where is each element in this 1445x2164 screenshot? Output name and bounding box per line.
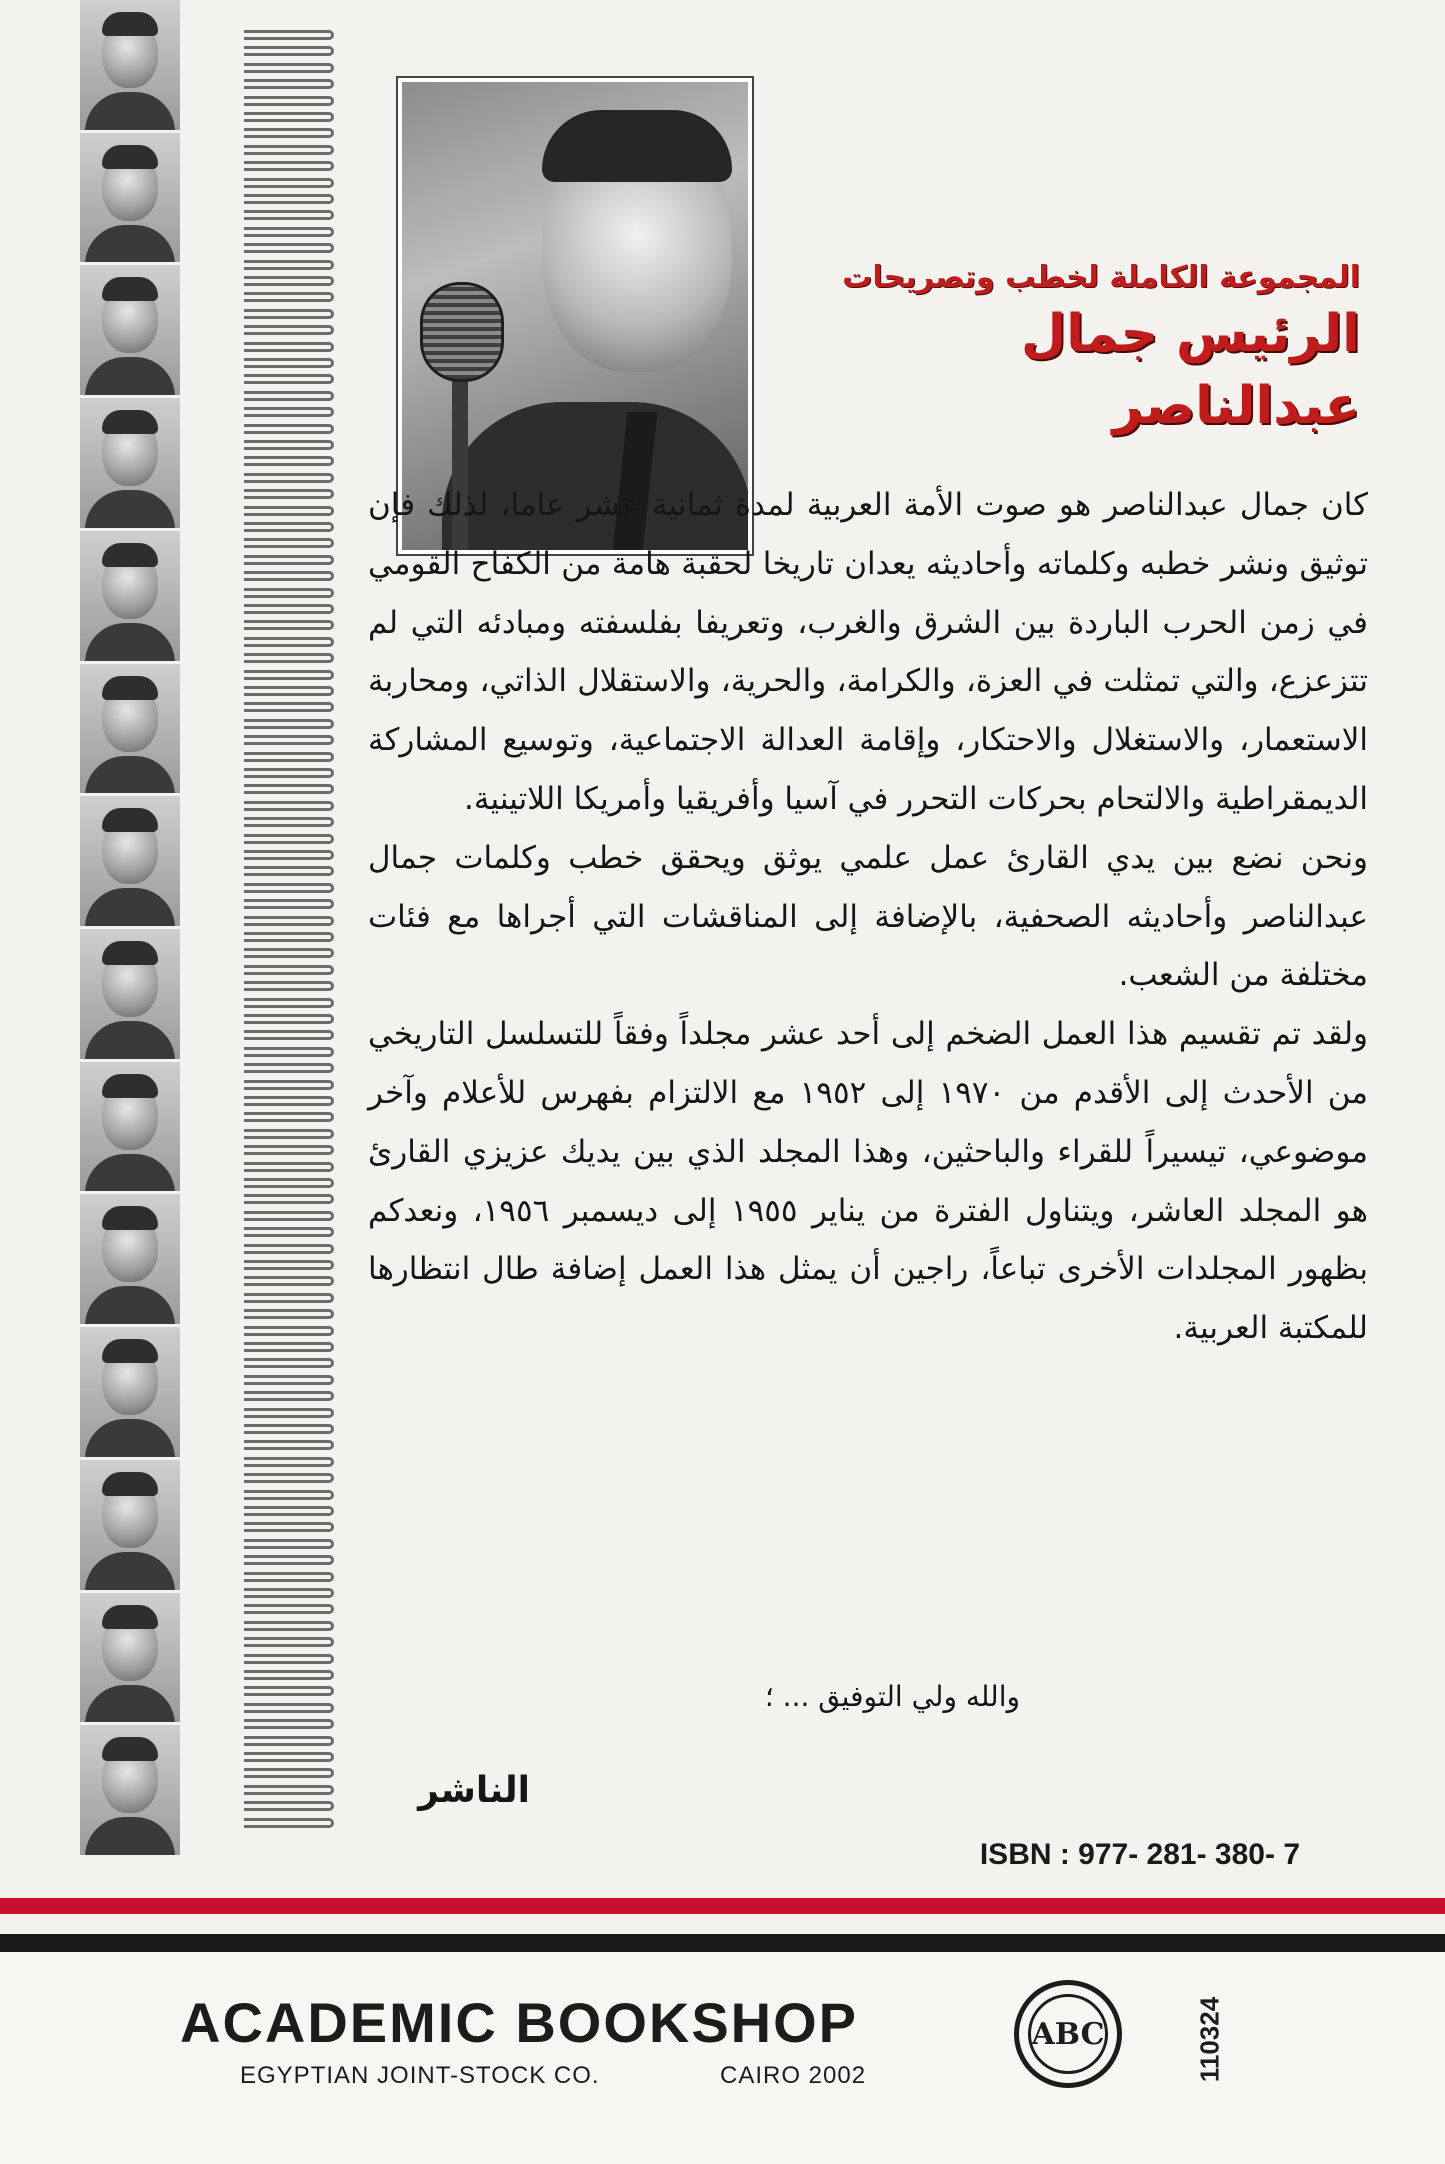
blurb-text [368, 476, 1368, 1358]
spiral-coil [244, 883, 334, 893]
spiral-coil [244, 817, 334, 827]
spiral-coil [244, 1408, 334, 1418]
strip-portrait-suit [85, 1685, 175, 1726]
spiral-coil [244, 1719, 334, 1729]
spiral-coil [244, 834, 334, 844]
spiral-coil [244, 670, 334, 680]
spiral-coil [244, 440, 334, 450]
spiral-coil [244, 1096, 334, 1106]
spiral-coil [244, 1654, 334, 1664]
spiral-coil [244, 932, 334, 942]
spiral-coil [244, 948, 334, 958]
spiral-coil [244, 1080, 334, 1090]
spiral-coil [244, 1047, 334, 1057]
spiral-coil [244, 850, 334, 860]
spiral-coil [244, 260, 334, 270]
spiral-coil [244, 1424, 334, 1434]
spiral-coil [244, 1063, 334, 1073]
spiral-coil [244, 981, 334, 991]
strip-portrait-suit [85, 756, 175, 797]
spiral-coil [244, 735, 334, 745]
catalog-code: 110324 [1194, 1996, 1225, 2083]
strip-portrait-13 [80, 1593, 180, 1726]
title-main: الرئيس جمال عبدالناصر [1020, 304, 1360, 436]
strip-portrait-14 [80, 1725, 180, 1858]
strip-portrait-suit [85, 357, 175, 398]
strip-portrait-suit [85, 92, 175, 133]
spiral-coil [244, 30, 334, 40]
red-stripe [0, 1898, 1445, 1914]
closing-line: والله ولي التوفيق ... ؛ [764, 1680, 1020, 1713]
strip-portrait-suit [85, 225, 175, 266]
spiral-coil [244, 998, 334, 1008]
spiral-coil [244, 1490, 334, 1500]
spiral-coil [244, 1555, 334, 1565]
spiral-coil [244, 604, 334, 614]
spiral-coil [244, 1736, 334, 1746]
spiral-coil [244, 1801, 334, 1811]
strip-portrait-suit [85, 1021, 175, 1062]
spiral-coil [244, 1457, 334, 1467]
spiral-coil [244, 1752, 334, 1762]
strip-portrait-suit [85, 888, 175, 929]
spiral-coil [244, 1818, 334, 1828]
spiral-coil [244, 538, 334, 548]
spiral-coil [244, 1522, 334, 1532]
strip-portrait-3 [80, 265, 180, 398]
spiral-coil [244, 1276, 334, 1286]
spiral-coil [244, 1703, 334, 1713]
strip-portrait-hair [102, 676, 158, 700]
spiral-coil [244, 866, 334, 876]
strip-portrait-hair [102, 1206, 158, 1230]
logo-inner-ring [1028, 1994, 1108, 2074]
spiral-coil [244, 424, 334, 434]
spiral-coil [244, 1473, 334, 1483]
spiral-coil [244, 1440, 334, 1450]
portrait-strip [80, 0, 180, 1858]
strip-portrait-4 [80, 398, 180, 531]
strip-portrait-hair [102, 808, 158, 832]
spiral-coil [244, 79, 334, 89]
spiral-coil [244, 1162, 334, 1172]
spiral-coil [244, 473, 334, 483]
publisher-company: EGYPTIAN JOINT-STOCK CO. [240, 2062, 600, 2089]
spiral-coil [244, 1358, 334, 1368]
strip-portrait-1 [80, 0, 180, 133]
spiral-coil [244, 768, 334, 778]
spiral-coil [244, 112, 334, 122]
spiral-coil [244, 1309, 334, 1319]
spiral-coil [244, 1539, 334, 1549]
strip-portrait-hair [102, 543, 158, 567]
strip-portrait-9 [80, 1062, 180, 1195]
spiral-coil [244, 653, 334, 663]
spiral-coil [244, 161, 334, 171]
spiral-coil [244, 1686, 334, 1696]
spiral-coil [244, 63, 334, 73]
spiral-coil [244, 1112, 334, 1122]
spiral-coil [244, 899, 334, 909]
blurb-paragraph-2: ونحن نضع بين يدي القارئ عمل علمي يوثق ويحقق خطب وكلمات جمال عبدالناصر وأحاديثه الصحفية، بالإضافة إلى المناقشات التي أجراها مع فئات مختلفة من الشعب. [368, 839, 1368, 994]
spiral-coil [244, 1375, 334, 1385]
strip-portrait-8 [80, 929, 180, 1062]
strip-portrait-suit [85, 1817, 175, 1858]
spiral-coil [244, 276, 334, 286]
spiral-coil [244, 1768, 334, 1778]
strip-portrait-suit [85, 1419, 175, 1460]
spiral-coil [244, 358, 334, 368]
spiral-coil [244, 801, 334, 811]
cover-title [760, 258, 1360, 442]
spiral-coil [244, 506, 334, 516]
spiral-coil [244, 292, 334, 302]
strip-portrait-12 [80, 1460, 180, 1593]
spiral-coil [244, 916, 334, 926]
spiral-coil [244, 719, 334, 729]
spiral-coil [244, 1014, 334, 1024]
strip-portrait-hair [102, 1737, 158, 1761]
spiral-coil [244, 1342, 334, 1352]
spiral-coil [244, 784, 334, 794]
strip-portrait-hair [102, 12, 158, 36]
strip-portrait-2 [80, 133, 180, 266]
spiral-coil [244, 522, 334, 532]
strip-portrait-hair [102, 1605, 158, 1629]
portrait-hair [542, 110, 732, 182]
spiral-coil [244, 374, 334, 384]
spiral-coil [244, 46, 334, 56]
spiral-coil [244, 194, 334, 204]
strip-portrait-suit [85, 623, 175, 664]
footer-band [0, 1952, 1445, 2164]
strip-portrait-10 [80, 1194, 180, 1327]
spiral-coil [244, 407, 334, 417]
spiral-coil [244, 178, 334, 188]
title-subtitle: المجموعة الكاملة لخطب وتصريحات [842, 260, 1360, 295]
spiral-coil [244, 456, 334, 466]
strip-portrait-hair [102, 941, 158, 965]
publisher-brand: ACADEMIC BOOKSHOP [180, 1991, 859, 2054]
spiral-coil [244, 1244, 334, 1254]
spiral-coil [244, 702, 334, 712]
spiral-coil [244, 1260, 334, 1270]
strip-portrait-11 [80, 1327, 180, 1460]
spiral-coil [244, 686, 334, 696]
strip-portrait-suit [85, 490, 175, 531]
spiral-coil [244, 1227, 334, 1237]
publisher-logo-icon [1014, 1980, 1122, 2088]
spiral-coil [244, 243, 334, 253]
spiral-coil [244, 1506, 334, 1516]
spiral-coil [244, 620, 334, 630]
strip-portrait-hair [102, 410, 158, 434]
spiral-coil [244, 325, 334, 335]
white-stripe [0, 1914, 1445, 1934]
strip-portrait-hair [102, 1472, 158, 1496]
spiral-coil [244, 1211, 334, 1221]
strip-portrait-7 [80, 796, 180, 929]
spiral-coil [244, 1572, 334, 1582]
spiral-coil [244, 391, 334, 401]
spiral-coil [244, 1604, 334, 1614]
spiral-coil [244, 1785, 334, 1795]
strip-portrait-suit [85, 1286, 175, 1327]
spiral-coil [244, 752, 334, 762]
strip-portrait-hair [102, 145, 158, 169]
isbn-number: ISBN : 977- 281- 380- 7 [979, 1838, 1300, 1871]
strip-portrait-suit [85, 1552, 175, 1593]
spiral-binding [244, 30, 334, 1840]
spiral-coil [244, 96, 334, 106]
spiral-coil [244, 1178, 334, 1188]
strip-portrait-hair [102, 1339, 158, 1363]
spiral-coil [244, 145, 334, 155]
spiral-coil [244, 1129, 334, 1139]
spiral-coil [244, 1145, 334, 1155]
strip-portrait-hair [102, 277, 158, 301]
spiral-coil [244, 1293, 334, 1303]
spiral-coil [244, 1030, 334, 1040]
spiral-coil [244, 210, 334, 220]
publisher-signature: الناشر [418, 1770, 530, 1811]
strip-portrait-suit [85, 1154, 175, 1195]
publisher-city-year: CAIRO 2002 [720, 2062, 867, 2089]
microphone-icon [420, 282, 504, 382]
logo-letters: ABC [1031, 2016, 1105, 2052]
spiral-coil [244, 1670, 334, 1680]
spiral-coil [244, 588, 334, 598]
spiral-coil [244, 489, 334, 499]
spiral-coil [244, 965, 334, 975]
spiral-coil [244, 309, 334, 319]
spiral-coil [244, 1637, 334, 1647]
spiral-coil [244, 637, 334, 647]
spiral-coil [244, 571, 334, 581]
spiral-coil [244, 1326, 334, 1336]
strip-portrait-6 [80, 664, 180, 797]
spiral-coil [244, 227, 334, 237]
spiral-coil [244, 1621, 334, 1631]
spiral-coil [244, 1391, 334, 1401]
strip-portrait-5 [80, 531, 180, 664]
black-stripe [0, 1934, 1445, 1952]
blurb-paragraph-1: كان جمال عبدالناصر هو صوت الأمة العربية لمدة ثمانية عشر عاما، لذلك فإن توثيق ونشر خطبه وكلماته وأحاديثه يعدان تاريخا لحقبة هامة من الكفاح القومي في زمن الحرب الباردة بين الشرق والغرب، وتعريفا بفلسفته ومبادئه التي لم تتزعزع، والتي تمثلت في العزة، والكرامة، والحرية، والاستقلال الذاتي، ومحاربة الاستعمار، والاستغلال والاحتكار، وإقامة العدالة الاجتماعية، وتوسيع المشاركة الديمقراطية والالتحام بحركات التحرر في آسيا وأفريقيا وأمريكا اللاتينية. [368, 487, 1368, 817]
strip-portrait-hair [102, 1074, 158, 1098]
spiral-coil [244, 1194, 334, 1204]
spiral-coil [244, 1588, 334, 1598]
spiral-coil [244, 128, 334, 138]
spiral-coil [244, 555, 334, 565]
blurb-paragraph-3: ولقد تم تقسيم هذا العمل الضخم إلى أحد عشر مجلداً وفقاً للتسلسل التاريخي من الأحدث إلى الأقدم من ١٩٧٠ إلى ١٩٥٢ مع الالتزام بفهرس للأعلام وآخر موضوعي، تيسيراً للقراء والباحثين، وهذا المجلد الذي بين يديك عزيزي القارئ هو المجلد العاشر، ويتناول الفترة من يناير ١٩٥٥ إلى ديسمبر ١٩٥٦، ونعدكم بظهور المجلدات الأخرى تباعاً، راجين أن يمثل هذا العمل إضافة طال انتظارها للمكتبة العربية. [368, 1016, 1368, 1347]
spiral-coil [244, 342, 334, 352]
